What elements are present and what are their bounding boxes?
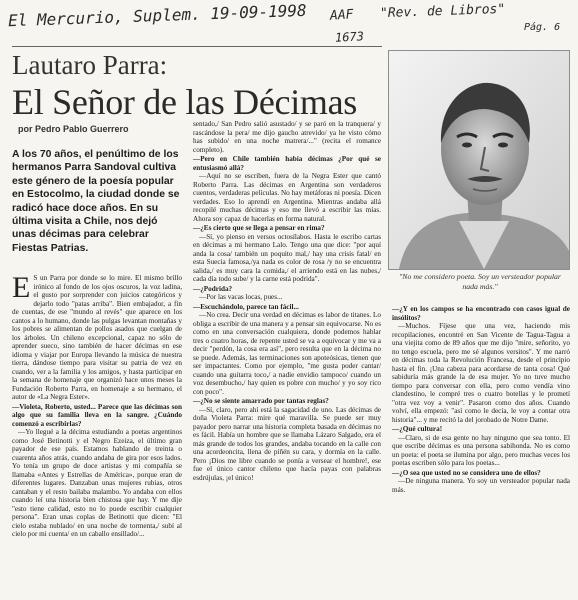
- body-paragraph: —Aquí no se escriben, fuera de la Negra Ester que cantó Roberto Parra. Las décimas en Argentina son verdaderos cuentos, verdaderas películas. No hay metáforas ni poesía. Dicen verdades. Eso lo aprendí en Argentina. Mientras andaba allá recopilé muchas décimas y eso me llevó a escribir las mías. Ahora soy capaz de hacerlas en forma natural.: [193, 172, 381, 223]
- body-paragraph: —Por las vacas locas, pues...: [199, 293, 283, 301]
- body-paragraph: —No crea. Decir una verdad en décimas es labor de titanes. Lo obliga a escribir de una manera y a pensar sin equivocarse. No es como en una conversación cualquiera, donde podemos hablar tres o cuatro horas, de repente usted se va a equivocar y me va a decir "perdón, la cosa era así", pero resulta que en la décima no se puede. Además, las terminaciones son apoteósicas, tienen que ser impactantes. Como por ejemplo, "me gusta poder cantar/ cuando una guitarra toco,/ a nadie envidio tampoco/ cuando un voz desembucho,/ hay quien es pobre con mucho/ y yo soy rico con poco".: [193, 311, 381, 396]
- handwritten-archive-code: AAF: [329, 7, 354, 24]
- handwritten-page-note: Pág. 6: [524, 22, 561, 33]
- interview-question: —Escuchándolo, parece tan fácil...: [193, 302, 299, 311]
- interview-question: —¿Y en los campos se ha encontrado con casos igual de insólitos?: [392, 305, 570, 322]
- handwritten-section-note: "Rev. de Libros": [379, 1, 506, 22]
- body-paragraph: —De ninguna manera. Yo soy un versteador popular nada más.: [392, 477, 570, 494]
- text-column-2: [193, 120, 381, 482]
- body-paragraph: —Muchos. Fíjese que una vez, haciendo mis recopilaciones, encontré en San Vicente de Tagua-Tagua a una viejita como de 89 años que me dijo "mire, señorito, yo no tengo escuela, pero me sé algunos versitos". Y me narró en décimas toda la Revolución Francesa, desde el principio hasta el fin. ¡Una cabeza para acordarse de tanta cosa! Qué sabiduría más grande la de esa mujer. Yo no tuve mucho tiempo para conversar con ella, pero como vendía vino clandestino, le compré tres o cuatro botellas y le prometí "otra vez voy a venir". Pasaron como dos años. Cuando volví, ella empezó: "así como le decía, le voy a contar otra historia"... y me recitó la del jorobado de Notre Dame.: [392, 322, 570, 424]
- interview-question: —¿O sea que usted no se considera uno de ellos?: [392, 468, 541, 477]
- interview-question: —¿No se siente amarrado por tantas reglas?: [193, 397, 329, 405]
- interview-question: —¿Qué cultura!: [392, 425, 443, 433]
- interview-question: —¿Podrida?: [193, 284, 233, 293]
- interview-question: —Violeta, Roberto, usted... Parece que las décimas son algo que su familia lleva en la sangre. ¿Cuándo comenzó a escribirlas?: [12, 402, 182, 428]
- body-paragraph: [12, 271, 182, 402]
- header-rule: [12, 46, 382, 47]
- article-title: El Señor de las Décimas: [12, 82, 357, 122]
- interview-question: —¿Es cierto que se llega a pensar en rima?: [193, 224, 325, 232]
- handwritten-archive-number: 1673: [334, 29, 365, 45]
- body-text: S un Parra por donde se lo mire. El mismo brillo irónico al fondo de los ojos oscuros, la voz ladina, el gusto por sorprender con juicios categóricos y dejarlo todo "patas arriba". Bien embajador, a fin de cuentas, de ese "mundo al revés" que aparece en los cantos a lo humano, donde las pulgas levantan montañas y los pobres se alimentan de pollos asados que cuelgan de los árboles. Un chileno excepcional, capaz no sólo de aprender sueco, sino también de hacer décimas en ese idioma y viajar por Europa llevando la música de nuestra tierra, dándose tiempo para visitar su patria de vez en cuando, ver a la familia y los amigos, y hasta participar en la semana de homenaje que organizó hace unos meses la Fundación Roberto Parra, en homenaje a su hermano, el autor de «La Negra Ester».: [12, 274, 182, 401]
- body-paragraph: —Sí, yo pienso en versos octosílabos. Hasta le escribo cartas en décimas a mi hermano Lalo. Tengo una que dice: "por aquí anda la cosa/ también un poquito mal,/ hay una crisis fatal/ en esta Suecia famosa,/ya nada es color de rosa /y no se encuentra salida,/ es muy cara la comida,/ el arriendo está en las nubes,/ cada día todo sube/ y la carne está podrida".: [193, 232, 381, 283]
- interview-question: —Pero en Chile también había décimas ¿Por qué se entusiasmó allá?: [193, 155, 381, 172]
- article-lead: A los 70 años, el penúltimo de los hermanos Parra Sandoval cultiva este género de la poesía popular en Estocolmo, la ciudad donde se radicó hace doce años. En su última visita a Chile, nos dejó unas décimas para celebrar Fiestas Patrias.: [12, 149, 180, 254]
- body-paragraph: —Yo llegué a la décima estudiando a poetas argentinos como José Betinotti y el Negro Ezeiza, el último gran payador de ese país. Estamos hablando de treinta o cuarenta años atrás, cuando andaba de gira por esos lados. Yo tenía un grupo de doce artistas y mi compañía se llamaba «Antes y Estrellas de América», porque eran de diferentes lugares. Danzaban unas mujeres rubias, otros cantaban y el resto bailaba malambo. Yo andaba con ellos cuando leí una historia bien chistosa que hay. Y me dije "esto tiene calidad, esto no lo puede escribir cualquier persona". Eran unas coplas de Betinotti que dicen: "El cielo estaba nublado/ en una noche de tormenta,/ subí al cielo por mi cuenta/ en un caballo ensillado/...: [12, 428, 182, 538]
- handwritten-source-note: El Mercurio, Suplem. 19-09-1998: [7, 0, 307, 31]
- body-paragraph: sentado,/ San Pedro salió asustado/ y se paró en la tranquera/ y rascándose la pera/ me dijo gaucho atrevido/ ya he visto cómo has subido/ en una noche matrera/..." (recita el romance completo).: [193, 120, 381, 154]
- body-paragraph: —Claro, si de esa gente no hay ninguno que sea tonto. El que escribe décimas es una persona sabihonda. No es como un poeta: el poeta se ilumina por algo, pero muchas veces los poetas escriben sólo para los poetas...: [392, 433, 570, 467]
- drop-cap: E: [12, 271, 31, 304]
- text-column-1: [12, 271, 182, 539]
- portrait-photo: [388, 50, 570, 270]
- article-byline: por Pedro Pablo Guerrero: [18, 124, 129, 134]
- text-column-3: [392, 305, 570, 494]
- body-paragraph: —Sí, claro, pero ahí está la sagacidad de uno. Las décimas de doña Violeta Parra: mire qué maravilla. Se puede ser muy payador pero narrar una historia completa basada en décimas no es fácil. Había un hombre que se llamaba Lázaro Salgado, era el más grande de todos los grandes, andaba tocando en la calle con una acordeoncita, llena de piñén su cara, y dormía en la calle. Pero ¡Dios me libre cuando se ponía a versear el hombre!, ese fue el único cantor chileno que hacía payas con palabras esdrújulas, ¡el único!: [193, 405, 381, 482]
- portrait-illustration: [389, 51, 569, 269]
- photo-caption: "No me considero poeta. Soy un versteador popular nada más.": [399, 272, 561, 291]
- article-kicker: Lautaro Parra:: [12, 50, 168, 80]
